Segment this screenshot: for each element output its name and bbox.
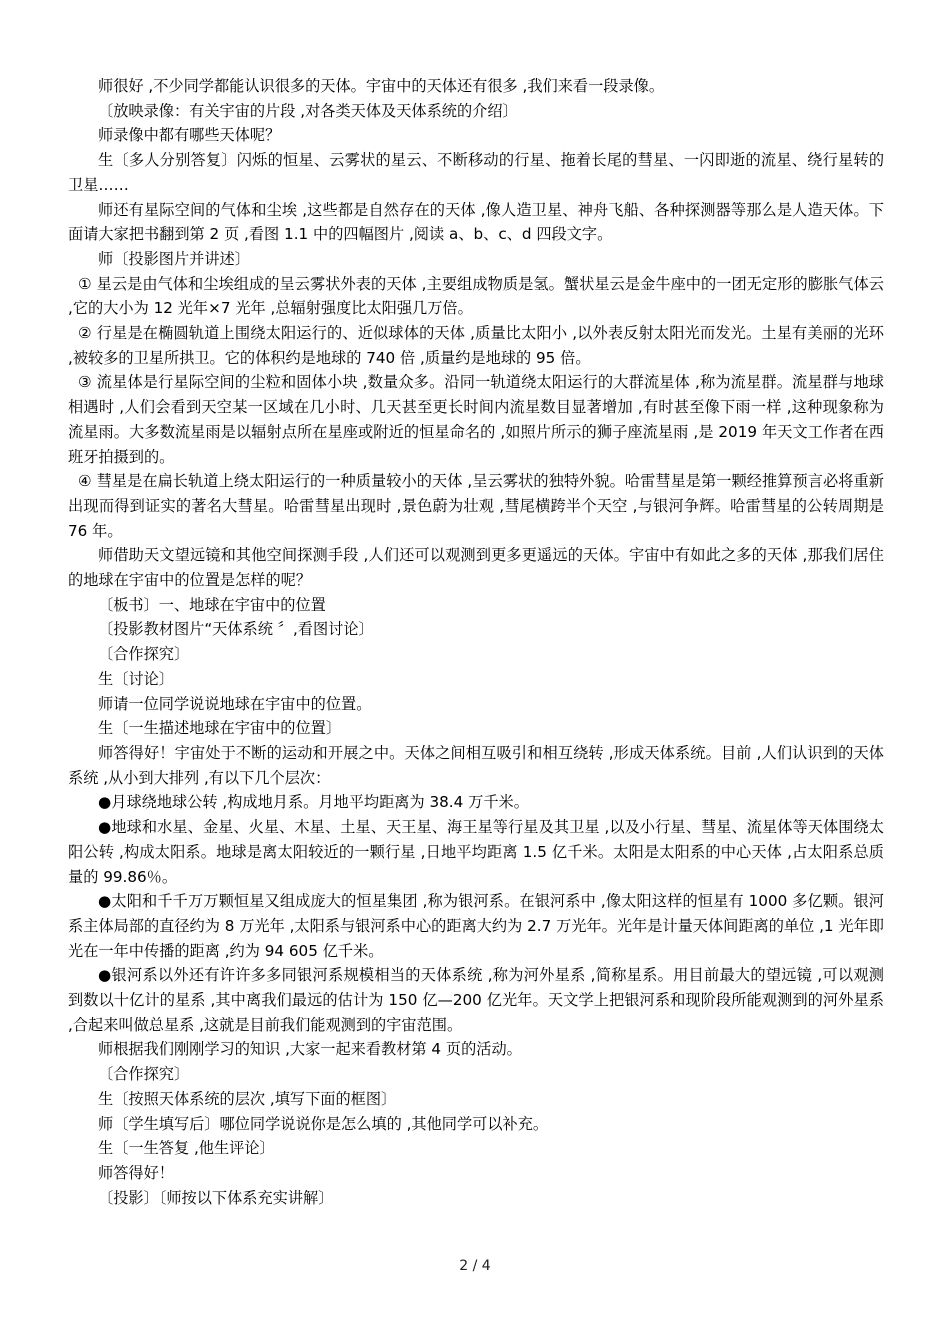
bullet-paragraph: ●月球绕地球公转 ,构成地月系。月地平均距离为 38.4 万千米。	[98, 793, 529, 812]
paragraph: 师答得好！	[98, 1163, 174, 1182]
paragraph: 〔投影教材图片“天体系统 〞,看图讨论〕	[98, 620, 374, 639]
page-number: 2 / 4	[459, 1258, 491, 1274]
numbered-paragraph-comet: ④ 彗星是在扁长轨道上绕太阳运行的一种质量较小的天体 ,呈云雾状的独特外貌。哈雷彗星是第一颗经推算预言必将重新出现而得到证实的著名大彗星。哈雷彗星出现时 ,景色蔚为壮观 ,彗尾横跨半个天空 ,与银河争辉。哈雷彗星的公转周期是 76 年。	[68, 472, 884, 540]
paragraph: 〔合作探究〕	[98, 1065, 190, 1084]
numbered-paragraph-planet: ② 行星是在椭圆轨道上围绕太阳运行的、近似球体的天体 ,质量比太阳小 ,以外表反射太阳光而发光。土星有美丽的光环 ,被较多的卫星所拱卫。它的体积约是地球的 740 倍 ,质量约是地球的 95 倍。	[68, 324, 884, 367]
paragraph: 〔放映录像：有关宇宙的片段 ,对各类天体及天体系统的介绍〕	[98, 101, 518, 120]
paragraph: 生〔按照天体系统的层次 ,填写下面的框图〕	[98, 1089, 397, 1108]
paragraph: 师根据我们刚刚学习的知识 ,大家一起来看教材第 4 页的活动。	[98, 1040, 522, 1059]
paragraph: 师答得好！宇宙处于不断的运动和开展之中。天体之间相互吸引和相互绕转 ,形成天体系统。目前 ,人们认识到的天体系统 ,从小到大排列 ,有以下几个层次：	[68, 743, 884, 787]
paragraph: 师〔投影图片并讲述〕	[98, 249, 250, 268]
paragraph: 生〔一生描述地球在宇宙中的位置〕	[98, 719, 341, 738]
paragraph: 师借助天文望远镜和其他空间探测手段 ,人们还可以观测到更多更遥远的天体。宇宙中有如此之多的天体 ,那我们居住的地球在宇宙中的位置是怎样的呢？	[68, 546, 884, 590]
numbered-paragraph-nebula: ① 星云是由气体和尘埃组成的呈云雾状外表的天体 ,主要组成物质是氢。蟹状星云是金牛座中的一团无定形的膨胀气体云 ,它的大小为 12 光年×7 光年 ,总辐射强度比太阳强几万倍。	[68, 274, 884, 318]
paragraph: 〔投影〕〔师按以下体系充实讲解〕	[98, 1188, 334, 1207]
numbered-paragraph-meteor: ③ 流星体是行星际空间的尘粒和固体小块 ,数量众多。沿同一轨道绕太阳运行的大群流星体 ,称为流星群。流星群与地球相遇时 ,人们会看到天空某一区域在几小时、几天甚至更长时间内流星数目显著增加 ,有时甚至像下雨一样 ,这种现象称为流星雨。大多数流星雨是以辐射点所在星座或附近的恒星命名的 ,如照片所示的狮子座流星雨 ,是 2019 年天文工作者在西班牙拍摄到的。	[68, 373, 884, 466]
paragraph: 〔合作探究〕	[98, 645, 190, 664]
bullet-paragraph: ●太阳和千千万万颗恒星又组成庞大的恒星集团 ,称为银河系。在银河系中 ,像太阳这样的恒星有 1000 多亿颗。银河系主体局部的直径约为 8 万光年 ,太阳系与银河系中心的距离大约为 2.7 万光年。光年是计量天体间距离的单位 ,1 光年即光在一年中传播的距离 ,约为 94 605 亿千米。	[68, 892, 884, 960]
paragraph: 师请一位同学说说地球在宇宙中的位置。	[98, 694, 372, 713]
document-body	[68, 74, 884, 1210]
paragraph: 生〔一生答复 ,他生评论〕	[98, 1139, 275, 1158]
paragraph: 师还有星际空间的气体和尘埃 ,这些都是自然存在的天体 ,像人造卫星、神舟飞船、各种探测器等那么是人造天体。下面请大家把书翻到第 2 页 ,看图 1.1 中的四幅图片 ,阅读 a、b、c、d 四段文字。	[68, 200, 884, 244]
paragraph: 生〔讨论〕	[98, 669, 174, 688]
bullet-paragraph: ●银河系以外还有许许多多同银河系规模相当的天体系统 ,称为河外星系 ,简称星系。用目前最大的望远镜 ,可以观测到数以十亿计的星系 ,其中离我们最远的估计为 150 亿—200 亿光年。天文学上把银河系和现阶段所能观测到的河外星系 ,合起来叫做总星系 ,这就是目前我们能观测到的宇宙范围。	[68, 966, 884, 1034]
paragraph: 师〔学生填写后〕哪位同学说说你是怎么填的 ,其他同学可以补充。	[98, 1114, 549, 1133]
paragraph: 生〔多人分别答复〕闪烁的恒星、云雾状的星云、不断移动的行星、拖着长尾的彗星、一闪即逝的流星、绕行星转的卫星……	[68, 151, 884, 194]
board-heading: 〔板书〕一、地球在宇宙中的位置	[98, 595, 326, 614]
paragraph: 师很好 ,不少同学都能认识很多的天体。宇宙中的天体还有很多 ,我们来看一段录像。	[98, 77, 665, 95]
paragraph: 师录像中都有哪些天体呢？	[98, 126, 281, 145]
bullet-paragraph: ●地球和水星、金星、火星、木星、土星、天王星、海王星等行星及其卫星 ,以及小行星、彗星、流星体等天体围绕太阳公转 ,构成太阳系。地球是离太阳较近的一颗行星 ,日地平均距离 1.5 亿千米。太阳是太阳系的中心天体 ,占太阳系总质量的 99.86％。	[68, 818, 884, 886]
